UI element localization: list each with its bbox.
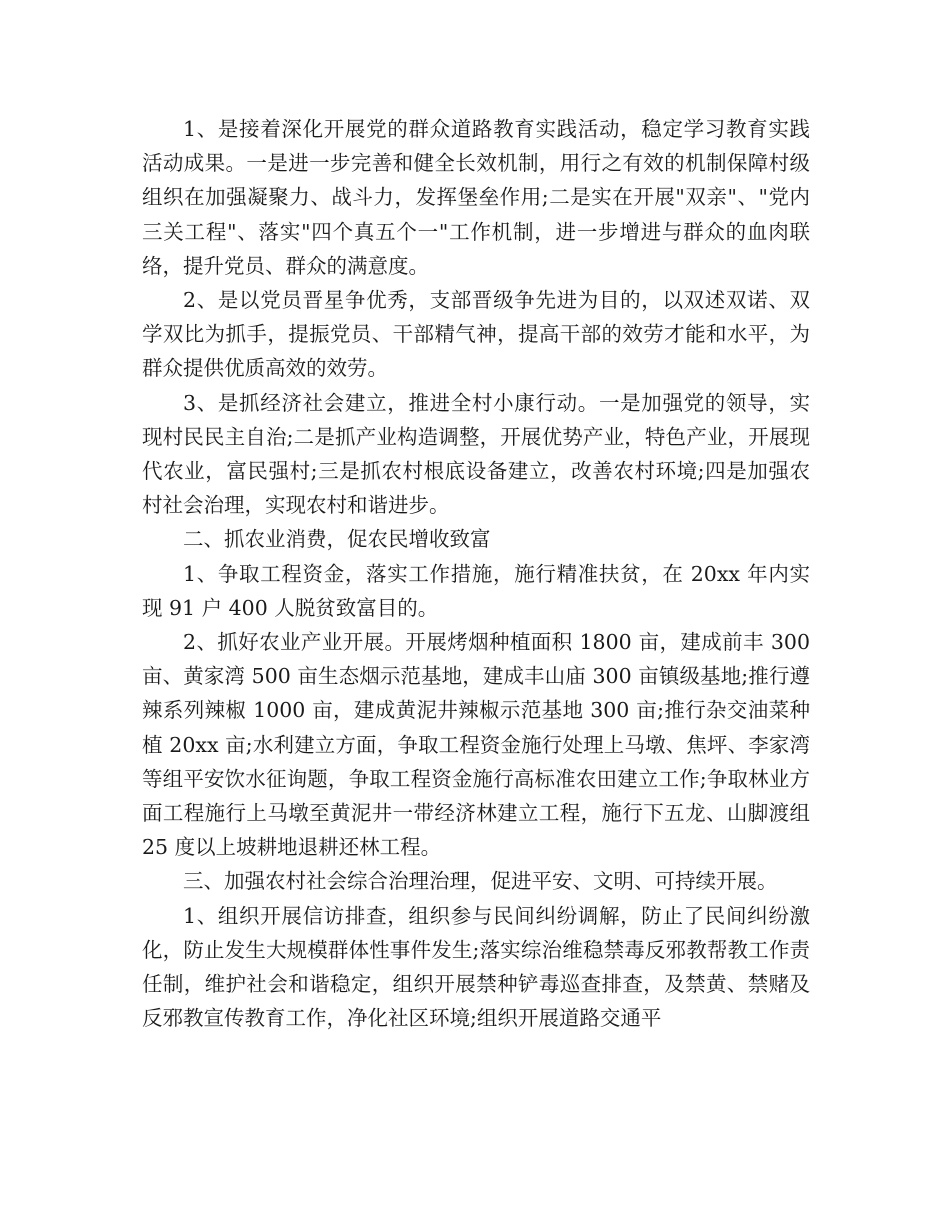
paragraph-agricultural-industry: 2、抓好农业产业开展。开展烤烟种植面积 1800 亩，建成前丰 300 亩、黄家湾 500 亩生态烟示范基地，建成丰山庙 300 亩镇级基地;推行遵辣系列辣椒 1000 亩，建成黄泥井辣椒示范基地 300 亩;推行杂交油菜种植 20xx 亩;水利建立方面，争取工程资金施行处理上马墩、焦坪、李家湾等组平安饮水征询题，争取工程资金施行高标准农田建立工作;争取林业方面工程施行上马墩至黄泥井一带经济林建立工程，施行下五龙、山脚渡组 25 度以上坡耕地退耕还林工程。: [142, 630, 810, 860]
section-heading-social-governance: 三、加强农村社会综合治理治理，促进平安、文明、可持续开展。: [183, 869, 778, 894]
paragraph-economic-construction: 3、是抓经济社会建立，推进全村小康行动。一是加强党的领导，实现村民民主自治;二是抓产业构造调整，开展优势产业，特色产业，开展现代农业，富民强村;三是抓农村根底设备建立，改善农村环境;四是加强农村社会治理，实现农村和谐进步。: [142, 390, 810, 518]
section-heading-agriculture: 二、抓农业消费，促农民增收致富: [183, 527, 491, 552]
paragraph-poverty-alleviation: 1、争取工程资金，落实工作措施，施行精准扶贫，在 20xx 年内实现 91 户 400 人脱贫致富目的。: [142, 561, 810, 620]
paragraph-petition-mediation: 1、组织开展信访排查，组织参与民间纠纷调解，防止了民间纠纷激化，防止发生大规模群体性事件发生;落实综治维稳禁毒反邪教帮教工作责任制，维护社会和谐稳定，组织开展禁种铲毒巡查排查，及禁黄、禁赌及反邪教宣传教育工作，净化社区环境;组织开展道路交通平: [142, 903, 810, 1031]
document-page: [142, 112, 810, 1035]
paragraph-party-education: 1、是接着深化开展党的群众道路教育实践活动，稳定学习教育实践活动成果。一是进一步完善和健全长效机制，用行之有效的机制保障村级组织在加强凝聚力、战斗力，发挥堡垒作用;二是实在开展"双亲"、"党内三关工程"、落实"四个真五个一"工作机制，进一步增进与群众的血肉联络，提升党员、群众的满意度。: [142, 117, 810, 278]
paragraph-party-members: 2、是以党员晋星争优秀，支部晋级争先进为目的，以双述双诺、双学双比为抓手，提振党员、干部精气神，提高干部的效劳才能和水平，为群众提供优质高效的效劳。: [142, 288, 810, 381]
